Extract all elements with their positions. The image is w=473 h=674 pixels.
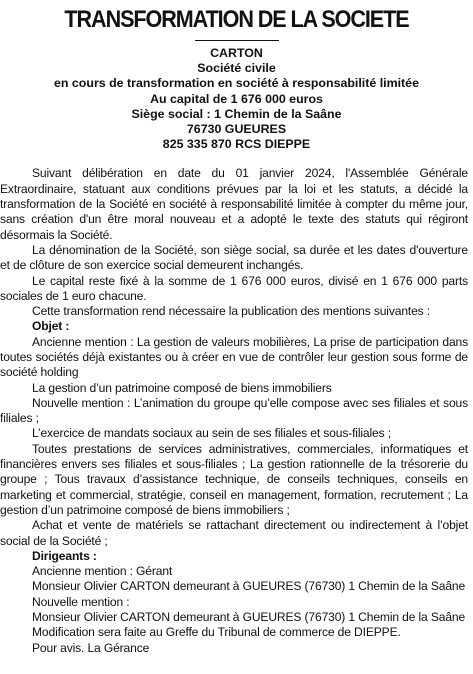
company-city: 76730 GUEURES xyxy=(186,122,287,137)
objet-old-mention-2: La gestion d’un patrimoine composé de biens immobiliers xyxy=(32,380,332,395)
paragraph-deliberation: Suivant délibération en date du 01 janvier 2024, l'Assemblée Générale Extraordinaire, statuant aux conditions prévues par la loi et les statuts, a décidé la transformation de la Société en société à responsabilité limitée à compter du même jour, sans création d'un être moral nouveau et a adopté le texte des statuts qui régiront désormais la Société. xyxy=(0,166,468,242)
company-name: CARTON xyxy=(210,46,263,60)
objet-new-mention-3: Toutes prestations de services administratives, commerciales, informatiques et financières envers ses filiales et sous-filiales ; La gestion rationnelle de la trésorerie du groupe ; Tous travaux d’assistance technique, de conseils techniques, conseils en marketing et commercial, stratégie, conseil en management, formation, recrutement ; La gestion d’un patrimoine composé de biens immobiliers ; xyxy=(0,441,468,517)
dirigeants-old-mention: Ancienne mention : Gérant xyxy=(32,564,173,579)
paragraph-denomination: La dénomination de la Société, son siège social, sa durée et les dates d'ouverture et de clôture de son exercice social demeurent inchangés. xyxy=(0,242,468,273)
dirigeants-new-mention: Nouvelle mention : xyxy=(32,594,130,609)
greffe-statement: Modification sera faite au Greffe du Tribunal de commerce de DIEPPE. xyxy=(32,625,401,640)
dirigeants-new-name: Monsieur Olivier CARTON demeurant à GUEURES (76730) 1 Chemin de la Saâne xyxy=(32,610,466,625)
company-rcs: 825 335 870 RCS DIEPPE xyxy=(162,137,311,152)
company-header xyxy=(0,46,473,152)
notice-body xyxy=(0,166,473,656)
paragraph-capital: Le capital reste fixé à la somme de 1 676 000 euros, divisé en 1 676 000 parts sociales de 1 euro chacune. xyxy=(0,273,468,303)
objet-new-mention: Nouvelle mention : L’animation du groupe qu’elle compose avec ses filiales et sous filiales ; xyxy=(0,395,468,426)
title-divider xyxy=(195,40,279,41)
dirigeants-label: Dirigeants : xyxy=(32,548,97,563)
dirigeants-old-name: Monsieur Olivier CARTON demeurant à GUEURES (76730) 1 Chemin de la Saâne xyxy=(32,579,466,594)
objet-new-mention-4: Achat et vente de matériels se rattachant directement ou indirectement à l’objet social de la Société ; xyxy=(0,518,468,548)
company-capital: Au capital de 1 676 000 euros xyxy=(150,91,323,106)
company-form: Société civile xyxy=(197,61,276,76)
paragraph-publication: Cette transformation rend nécessaire la publication des mentions suivantes : xyxy=(32,304,430,319)
objet-label: Objet : xyxy=(32,319,70,334)
objet-new-mention-2: L’exercice de mandats sociaux au sein de ses filiales et sous-filiales ; xyxy=(32,426,391,441)
company-seat: Siège social : 1 Chemin de la Saâne xyxy=(131,106,342,121)
notice-title: TRANSFORMATION DE LA SOCIETE xyxy=(64,6,409,33)
company-transformation: en cours de transformation en société à responsabilité limitée xyxy=(54,76,419,91)
signature: Pour avis. La Gérance xyxy=(32,640,150,655)
objet-old-mention: Ancienne mention : La gestion de valeurs mobilières, La prise de participation dans toutes sociétés déjà existantes ou à créer en vue de contrôler leur gestion sous forme de société holding xyxy=(0,334,468,380)
